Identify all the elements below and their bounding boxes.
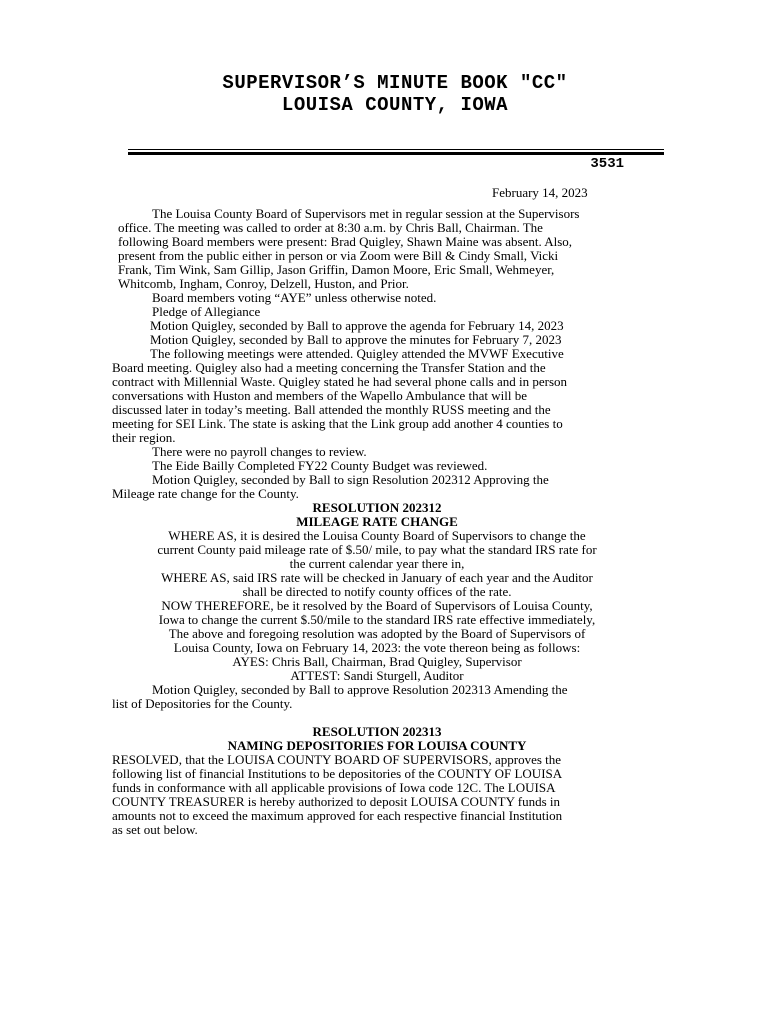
header-rule-thick <box>128 152 664 155</box>
motion-depositories-line: list of Depositories for the County. <box>112 696 293 711</box>
resolution-202313-line: COUNTY TREASURER is hereby authorized to deposit LOUISA COUNTY funds in <box>112 794 560 809</box>
resolution-202312-line: The above and foregoing resolution was adopted by the Board of Supervisors of <box>168 626 586 641</box>
payroll-note: There were no payroll changes to review. <box>152 444 367 459</box>
meetings-line: discussed later in today’s meeting. Ball attended the monthly RUSS meeting and the <box>112 402 551 417</box>
page-title: SUPERVISOR’S MINUTE BOOK "CC" <box>222 72 568 94</box>
motion-mileage-line: Motion Quigley, seconded by Ball to sign Resolution 202312 Approving the <box>152 472 549 487</box>
motion-agenda: Motion Quigley, seconded by Ball to approve the agenda for February 14, 2023 <box>150 318 564 333</box>
resolution-202312-number: RESOLUTION 202312 <box>312 500 442 515</box>
motion-depositories-line: Motion Quigley, seconded by Ball to approve Resolution 202313 Amending the <box>152 682 568 697</box>
resolution-202313-line: following list of financial Institutions to be depositories of the COUNTY OF LOUISA <box>112 766 563 781</box>
opening-line: office. The meeting was called to order at 8:30 a.m. by Chris Ball, Chairman. The <box>118 220 543 235</box>
resolution-202313-line: as set out below. <box>112 822 198 837</box>
resolution-202312-line: Iowa to change the current $.50/mile to the standard IRS rate effective immediately, <box>158 612 596 627</box>
resolution-202312-line: ATTEST: Sandi Sturgell, Auditor <box>290 668 464 683</box>
voting-note: Board members voting “AYE” unless otherwise noted. <box>152 290 437 305</box>
resolution-202312-line: shall be directed to notify county offices of the rate. <box>242 584 512 599</box>
resolution-202312-line: NOW THEREFORE, be it resolved by the Board of Supervisors of Louisa County, <box>161 598 593 613</box>
pledge-of-allegiance: Pledge of Allegiance <box>152 304 261 319</box>
page-subtitle: LOUISA COUNTY, IOWA <box>281 94 509 116</box>
resolution-202313-number: RESOLUTION 202313 <box>312 724 442 739</box>
page-number: 3531 <box>590 156 624 172</box>
meetings-line: conversations with Huston and members of the Wapello Ambulance that will be <box>112 388 527 403</box>
opening-line: Whitcomb, Ingham, Conroy, Delzell, Huston, and Prior. <box>118 276 409 291</box>
resolution-202312-title: MILEAGE RATE CHANGE <box>296 514 458 529</box>
meetings-line: The following meetings were attended. Quigley attended the MVWF Executive <box>150 346 564 361</box>
meetings-line: their region. <box>112 430 176 445</box>
motion-minutes: Motion Quigley, seconded by Ball to approve the minutes for February 7, 2023 <box>150 332 562 347</box>
opening-line: The Louisa County Board of Supervisors met in regular session at the Supervisors <box>152 206 580 221</box>
meetings-line: meeting for SEI Link. The state is asking that the Link group add another 4 counties to <box>112 416 563 431</box>
resolution-202312-line: WHERE AS, it is desired the Louisa County Board of Supervisors to change the <box>168 528 586 543</box>
meetings-line: Board meeting. Quigley also had a meeting concerning the Transfer Station and the <box>112 360 546 375</box>
resolution-202313-line: RESOLVED, that the LOUISA COUNTY BOARD OF SUPERVISORS, approves the <box>112 752 562 767</box>
motion-mileage-line: Mileage rate change for the County. <box>112 486 299 501</box>
resolution-202313-line: funds in conformance with all applicable provisions of Iowa code 12C. The LOUISA <box>112 780 556 795</box>
meeting-date: February 14, 2023 <box>492 185 588 200</box>
opening-line: Frank, Tim Wink, Sam Gillip, Jason Griffin, Damon Moore, Eric Small, Wehmeyer, <box>118 262 555 277</box>
header-rule-thin <box>128 149 664 150</box>
resolution-202313-title: NAMING DEPOSITORIES FOR LOUISA COUNTY <box>227 738 527 753</box>
opening-line: present from the public either in person or via Zoom were Bill & Cindy Small, Vicki <box>118 248 559 263</box>
budget-note: The Eide Bailly Completed FY22 County Budget was reviewed. <box>152 458 488 473</box>
resolution-202312-line: WHERE AS, said IRS rate will be checked in January of each year and the Auditor <box>161 570 593 585</box>
resolution-202312-line: Louisa County, Iowa on February 14, 2023: the vote thereon being as follows: <box>173 640 581 655</box>
minutes-body <box>112 207 642 837</box>
paragraph-gap <box>112 711 642 725</box>
resolution-202313-line: amounts not to exceed the maximum approved for each respective financial Institution <box>112 808 563 823</box>
resolution-202312-line: current County paid mileage rate of $.50/ mile, to pay what the standard IRS rate for <box>157 542 597 557</box>
resolution-202312-line: the current calendar year there in, <box>289 556 465 571</box>
meetings-line: contract with Millennial Waste. Quigley stated he had several phone calls and in person <box>112 374 568 389</box>
resolution-202312-line: AYES: Chris Ball, Chairman, Brad Quigley, Supervisor <box>232 654 522 669</box>
opening-line: following Board members were present: Brad Quigley, Shawn Maine was absent. Also, <box>118 234 573 249</box>
